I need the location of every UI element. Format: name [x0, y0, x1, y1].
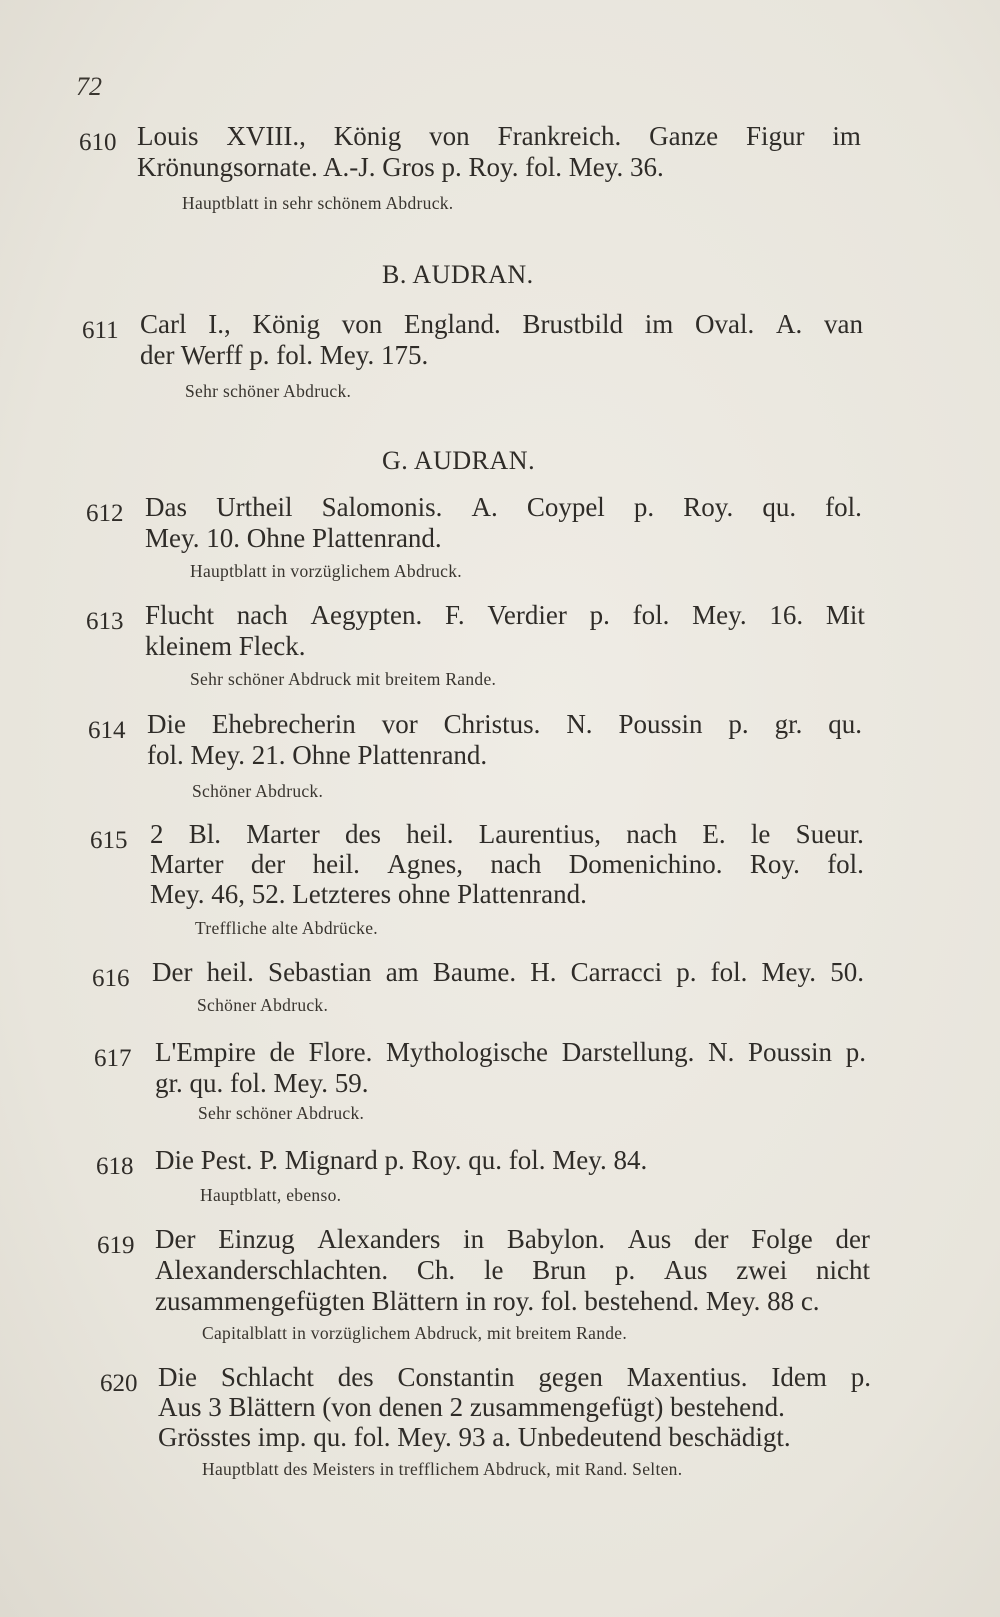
entry-number: 610: [79, 129, 117, 156]
entry-text-line: Marter der heil. Agnes, nach Domenichino. Roy. fol.: [150, 849, 864, 879]
entry-note: Sehr schöner Abdruck.: [198, 1103, 365, 1123]
entry-note: Capitalblatt in vorzüglichem Abdruck, mit breitem Rande.: [202, 1323, 628, 1343]
entry-text-line: 2 Bl. Marter des heil. Laurentius, nach E. le Sueur.: [150, 819, 864, 849]
entry-number: 620: [100, 1370, 138, 1397]
entry-note: Treffliche alte Abdrücke.: [195, 918, 378, 938]
entry-text-line: kleinem Fleck.: [145, 631, 306, 661]
entry-text-line: Alexanderschlachten. Ch. le Brun p. Aus zwei nicht: [155, 1255, 870, 1285]
entry-number: 611: [82, 317, 119, 344]
entry-text-line: Flucht nach Aegypten. F. Verdier p. fol. Mey. 16. Mit: [145, 600, 865, 630]
entry-number: 614: [88, 717, 126, 744]
entry-text-line: Grösstes imp. qu. fol. Mey. 93 a. Unbedeutend beschädigt.: [158, 1422, 791, 1452]
artist-heading: B. AUDRAN.: [382, 260, 534, 289]
entry-note: Hauptblatt, ebenso.: [200, 1185, 342, 1205]
entry-note: Hauptblatt in sehr schönem Abdruck.: [182, 193, 454, 213]
entry-note: Hauptblatt des Meisters in trefflichem Abdruck, mit Rand. Selten.: [202, 1459, 683, 1479]
entry-number: 613: [86, 608, 124, 635]
entry-text-line: Krönungsornate. A.-J. Gros p. Roy. fol. Mey. 36.: [137, 152, 664, 182]
entry-number: 617: [94, 1045, 132, 1072]
entry-text-line: Die Pest. P. Mignard p. Roy. qu. fol. Mey. 84.: [155, 1145, 648, 1175]
entry-number: 618: [96, 1153, 134, 1180]
entry-text-line: Die Ehebrecherin vor Christus. N. Poussin p. gr. qu.: [147, 709, 862, 739]
entry-text-line: Mey. 10. Ohne Plattenrand.: [145, 523, 442, 553]
entry-text-line: Aus 3 Blättern (von denen 2 zusammengefügt) bestehend.: [158, 1392, 785, 1422]
entry-text-line: Der Einzug Alexanders in Babylon. Aus der Folge der: [155, 1224, 870, 1254]
entry-text-line: gr. qu. fol. Mey. 59.: [155, 1068, 369, 1098]
entry-number: 619: [97, 1232, 135, 1259]
page-number: 72: [76, 72, 102, 101]
entry-text-line: Der heil. Sebastian am Baume. H. Carracci p. fol. Mey. 50.: [152, 957, 864, 987]
entry-text-line: Carl I., König von England. Brustbild im Oval. A. van: [140, 309, 863, 339]
entry-note: Sehr schöner Abdruck.: [185, 381, 352, 401]
entry-note: Schöner Abdruck.: [192, 781, 324, 801]
entry-text-line: Das Urtheil Salomonis. A. Coypel p. Roy. qu. fol.: [145, 492, 862, 522]
entry-note: Sehr schöner Abdruck mit breitem Rande.: [190, 669, 497, 689]
artist-heading: G. AUDRAN.: [382, 446, 536, 475]
entry-number: 615: [90, 827, 128, 854]
entry-text-line: Mey. 46, 52. Letzteres ohne Plattenrand.: [150, 879, 587, 909]
entry-text-line: der Werff p. fol. Mey. 175.: [140, 340, 429, 370]
entry-text-line: Die Schlacht des Constantin gegen Maxentius. Idem p.: [158, 1362, 871, 1392]
entry-text-line: Louis XVIII., König von Frankreich. Ganze Figur im: [137, 121, 861, 151]
entry-text-line: zusammengefügten Blättern in roy. fol. bestehend. Mey. 88 c.: [155, 1286, 820, 1316]
entry-note: Schöner Abdruck.: [197, 995, 329, 1015]
entry-text-line: L'Empire de Flore. Mythologische Darstellung. N. Poussin p.: [155, 1037, 866, 1067]
entry-text-line: fol. Mey. 21. Ohne Plattenrand.: [147, 740, 488, 770]
entry-number: 612: [86, 500, 124, 527]
entry-number: 616: [92, 965, 130, 992]
entry-note: Hauptblatt in vorzüglichem Abdruck.: [190, 561, 462, 581]
